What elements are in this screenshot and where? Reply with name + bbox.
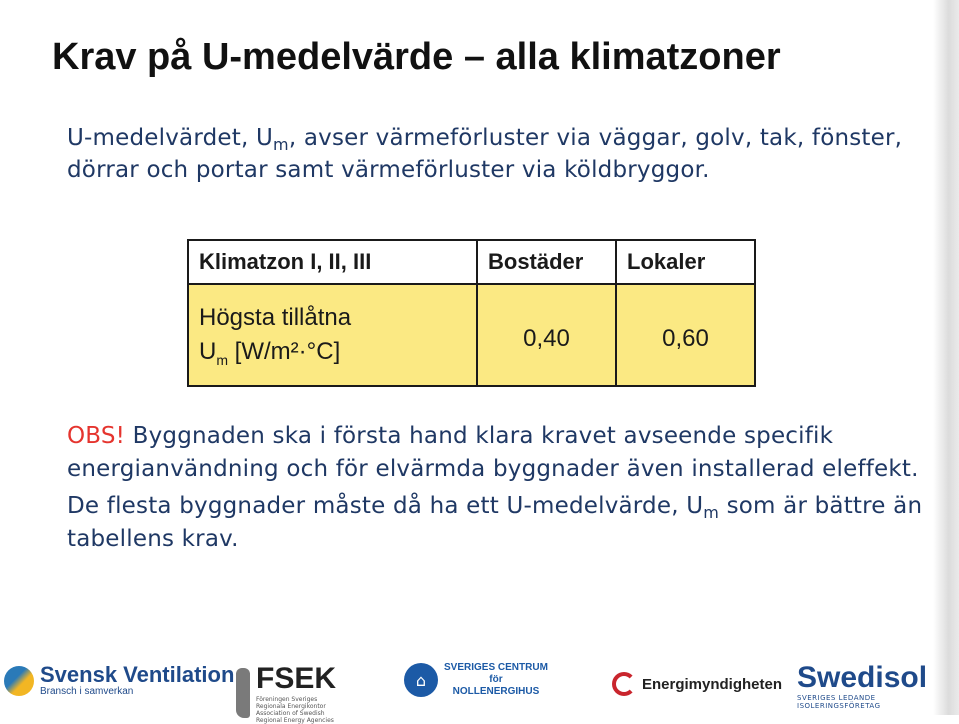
- note-text-1: De flesta byggnader måste då ha ett U-medelvärde, U: [67, 493, 704, 519]
- swedisol-logo: [797, 662, 959, 710]
- note-text-2: som är bättre än tabellens krav.: [67, 493, 923, 552]
- energimyndigheten-icon: [612, 672, 636, 696]
- fsek-tagline: Föreningen Sveriges Regionala Energikontor Association of Swedish Regional Energy Agencies: [256, 696, 334, 724]
- energimyndigheten-logo: [612, 672, 782, 696]
- intro-text-2: , avser värmeförluster via väggar, golv, tak, fönster, dörrar och portar samt värmeförluster via köldbryggor.: [67, 125, 903, 183]
- obs-paragraph: [67, 420, 927, 486]
- row-label-unit: [W/m²·°C]: [228, 338, 341, 365]
- svensk-ventilation-tagline: Bransch i samverkan: [40, 686, 134, 697]
- row-label-cell: [188, 284, 477, 386]
- house-badge-icon: ⌂: [404, 663, 438, 697]
- intro-text-1: U-medelvärdet, U: [67, 125, 274, 151]
- table-header-row: [188, 240, 755, 284]
- table-row: [188, 284, 755, 386]
- swedisol-tagline: SVERIGES LEDANDE ISOLERINGSFÖRETAG: [797, 694, 881, 710]
- slide-title: Krav på U-medelvärde – alla klimatzoner: [52, 36, 781, 78]
- svensk-ventilation-logo: [4, 664, 234, 697]
- row-label-subscript: m: [216, 352, 229, 368]
- svensk-ventilation-wordmark: [40, 664, 234, 697]
- scn-line1: SVERIGES CENTRUM: [444, 662, 548, 673]
- header-bostader: Bostäder: [477, 240, 616, 284]
- logo-strip: [0, 650, 959, 724]
- header-klimatzon: Klimatzon I, II, III: [188, 240, 477, 284]
- sweden-map-icon: [236, 668, 250, 718]
- header-lokaler: Lokaler: [616, 240, 755, 284]
- sveriges-centrum-logo: [404, 662, 548, 698]
- intro-subscript: m: [273, 135, 289, 154]
- obs-label: OBS!: [67, 423, 126, 449]
- svensk-ventilation-icon: [4, 666, 34, 696]
- value-bostader: 0,40: [477, 284, 616, 386]
- intro-paragraph: [67, 122, 907, 186]
- fsek-name: FSEK: [256, 662, 337, 695]
- row-label-line1: Högsta tillåtna: [199, 304, 352, 331]
- note-subscript: m: [703, 503, 720, 522]
- scn-line2: för: [489, 674, 503, 685]
- row-label-line2: [199, 335, 466, 369]
- body-text: [67, 420, 927, 556]
- sveriges-centrum-wordmark: [444, 662, 548, 698]
- scn-line3: NOLLENERGIHUS: [452, 686, 540, 697]
- value-lokaler: 0,60: [616, 284, 755, 386]
- svensk-ventilation-name: Svensk Ventilation: [40, 662, 235, 687]
- right-edge-shade: [933, 0, 959, 715]
- note-paragraph: [67, 490, 927, 556]
- energimyndigheten-name: Energimyndigheten: [642, 675, 783, 693]
- swedisol-name: Swedisol: [797, 661, 928, 694]
- requirements-table: [187, 239, 756, 387]
- row-label-u: U: [199, 338, 217, 365]
- obs-text: Byggnaden ska i första hand klara kravet avseende specifik energianvändning och för elvärmda byggnader även installerad eleffekt.: [67, 423, 919, 482]
